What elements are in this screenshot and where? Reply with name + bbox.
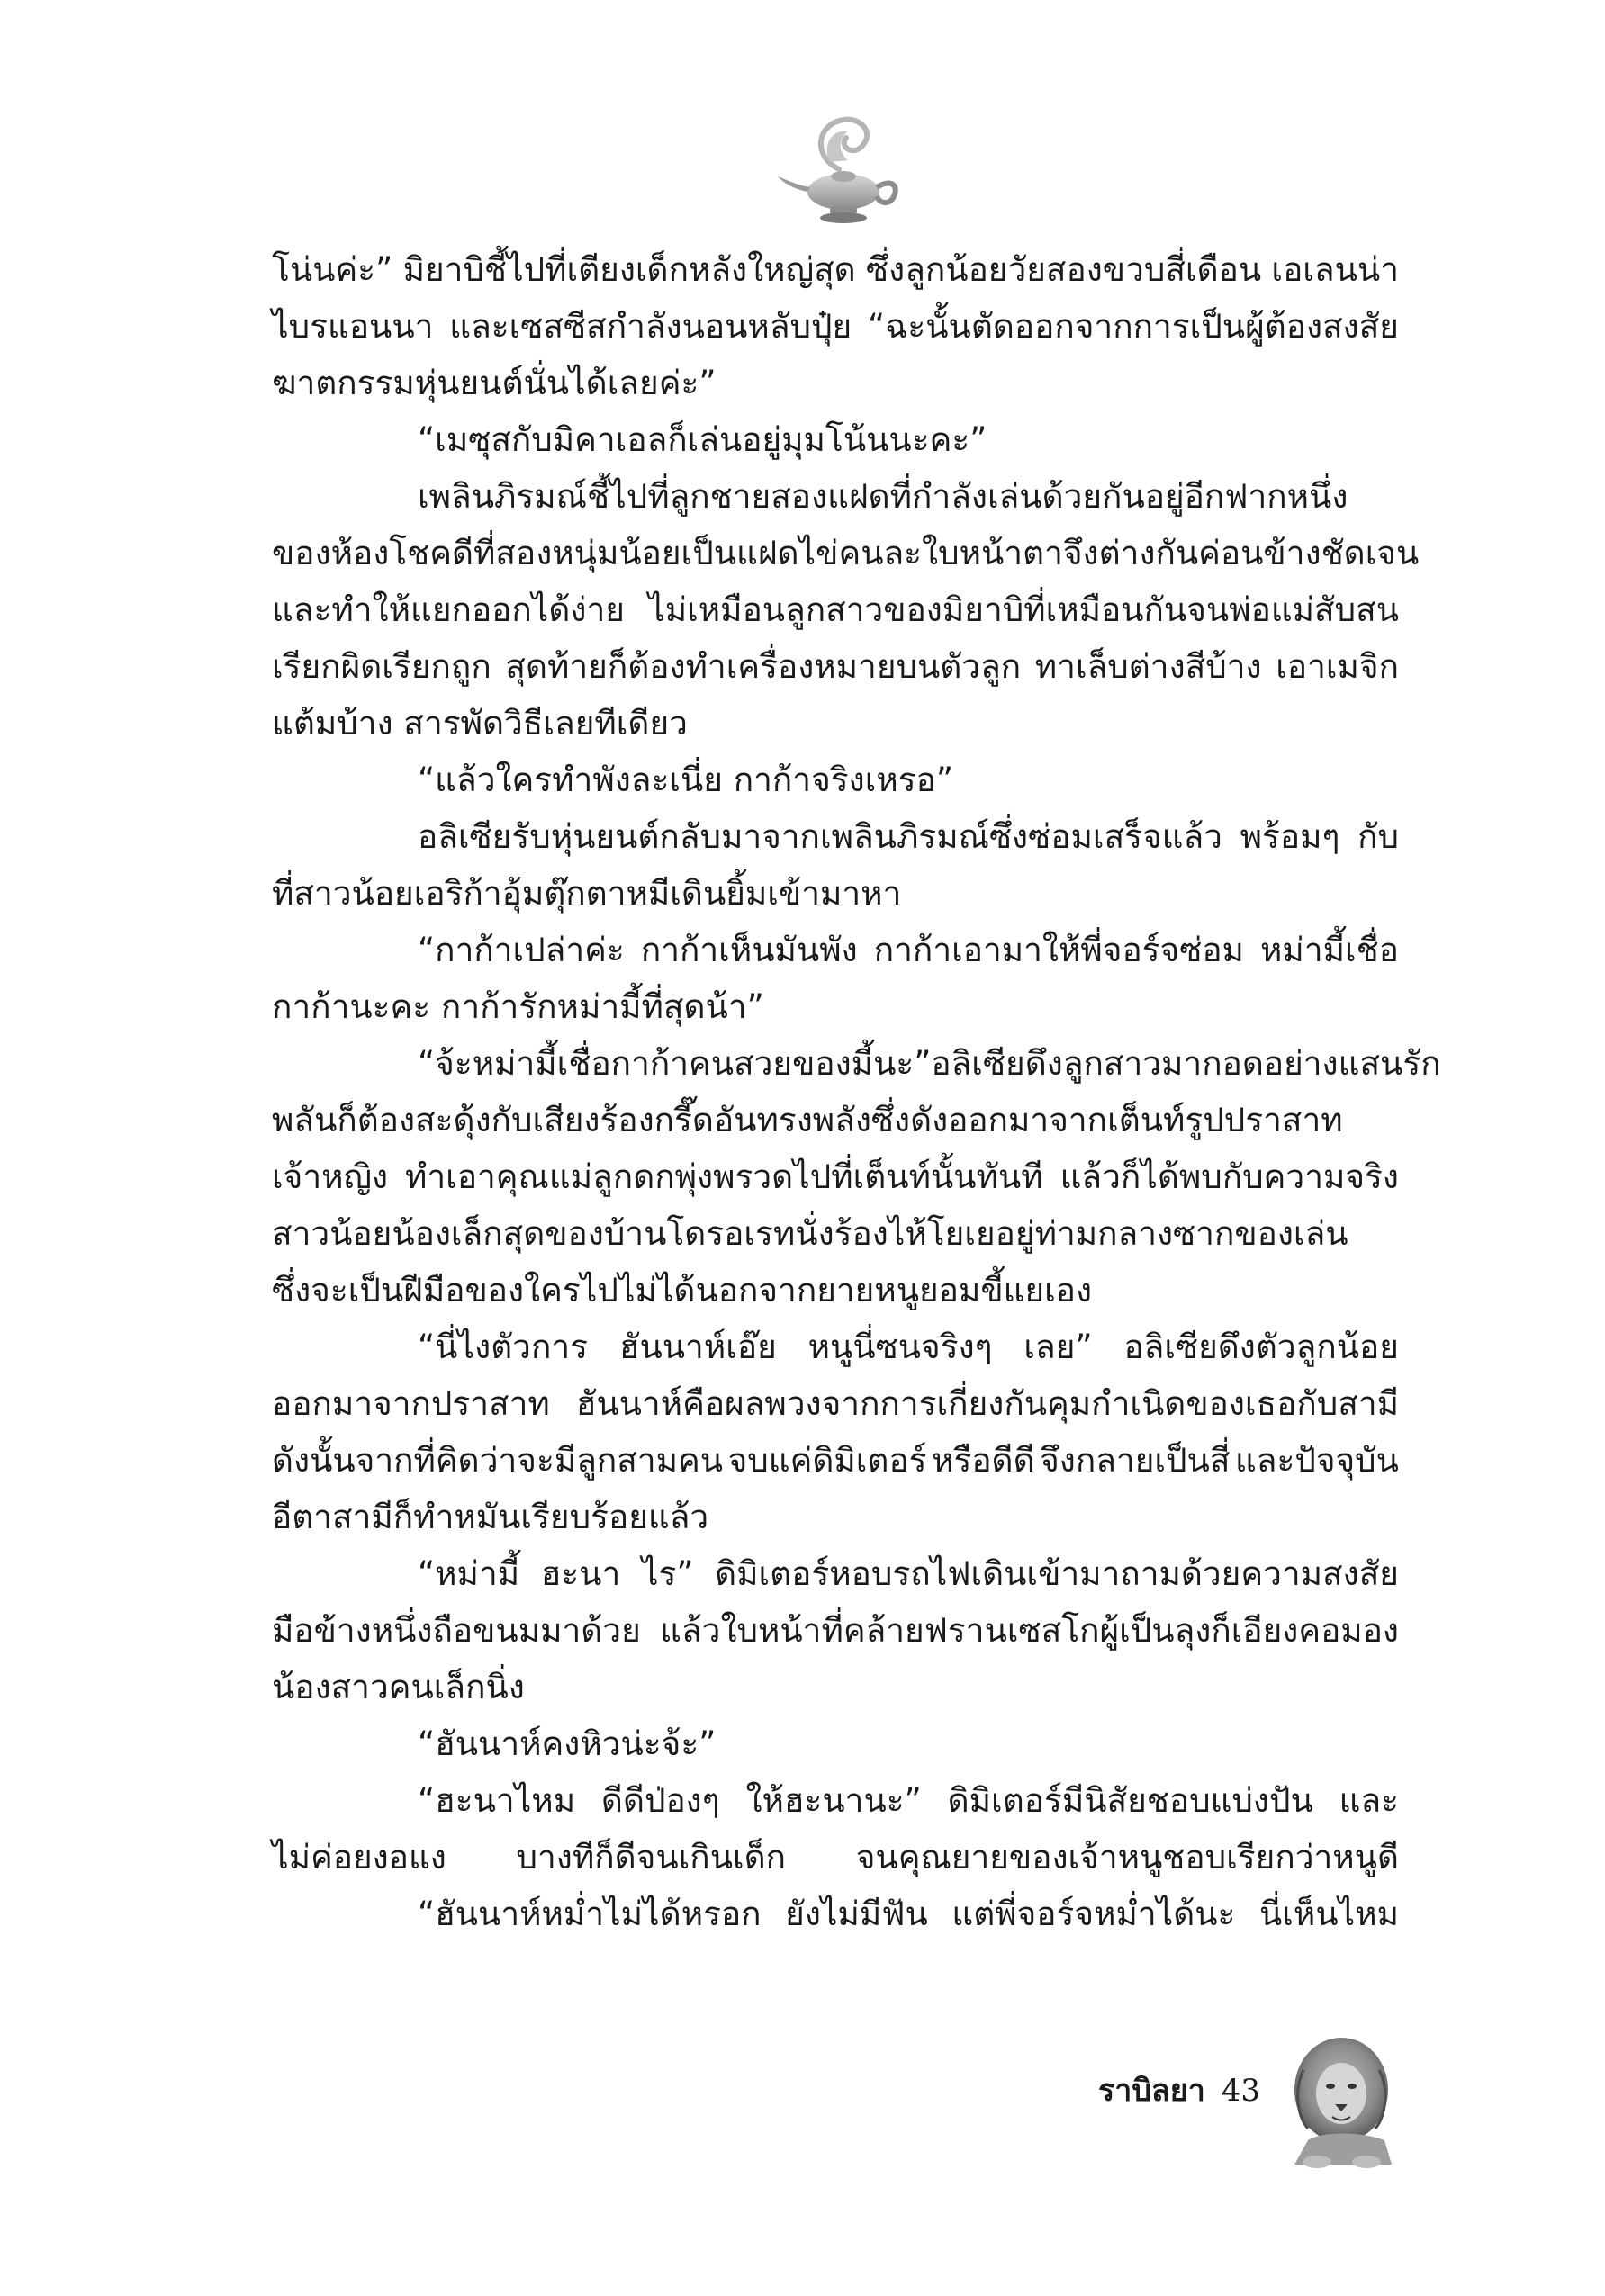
- text-line: “แล้วใครทำพังละเนี่ย กาก้าจริงเหรอ”: [418, 761, 953, 799]
- text-line: พลันก็ต้องสะดุ้งกับเสียงร้องกรี๊ดอันทรงพลังซึ่งดังออกมาจากเต็นท์รูปปราสาท: [272, 1101, 1343, 1139]
- text-line: อลิเซียรับหุ่นยนต์กลับมาจากเพลินภิรมณ์ซึ่งซ่อมเสร็จแล้ว พร้อมๆ กับ: [418, 817, 1399, 856]
- body-text: [272, 241, 1441, 1942]
- text-line: ไม่ค่อยงอแง บางทีก็ดีจนเกินเด็ก จนคุณยายของเจ้าหนูชอบเรียกว่าหนูดี: [272, 1838, 1399, 1877]
- text-line: “จ้ะ หม่ามี้เชื่อกาก้าคนสวยของมี้นะ” อลิเซียดึงลูกสาวมากอดอย่างแสนรัก: [418, 1044, 1441, 1083]
- page-number: 43: [1221, 2073, 1261, 2109]
- text-line: “ฮันนาห์หม่ำไม่ได้หรอก ยังไม่มีฟัน แต่พี่จอร์จหม่ำได้นะ นี่เห็นไหม: [418, 1895, 1399, 1933]
- text-line: ฆาตกรรมหุ่นยนต์นั่นได้เลยค่ะ”: [272, 364, 717, 402]
- text-line: ซึ่งจะเป็นฝีมือของใครไปไม่ได้นอกจากยายหนูยอมขี้แยเอง: [272, 1271, 1093, 1310]
- text-line: “นี่ไงตัวการ ฮันนาห์เอ๊ย หนูนี่ซนจริงๆ เลย” อลิเซียดึงตัวลูกน้อย: [418, 1328, 1399, 1366]
- page-footer: [1098, 2073, 1260, 2109]
- text-line: ของห้อง โชคดีที่สองหนุ่มน้อยเป็นแฝดไข่คนละใบ หน้าตาจึงต่างกันค่อนข้างชัดเจน: [272, 534, 1420, 572]
- text-line: โน่นค่ะ” มิยาบิชี้ไปที่เตียงเด็กหลังใหญ่สุด ซึ่งลูกน้อยวัยสองขวบสี่เดือน เอเลนน่า: [272, 250, 1399, 289]
- text-line: “ฮะนาไหม ดีดีป่องๆ ให้ฮะนานะ” ดิมิเตอร์มีนิสัยชอบแบ่งปัน และ: [418, 1781, 1399, 1820]
- lion-icon: [1285, 2034, 1402, 2169]
- text-line: ออกมาจากปราสาท ฮันนาห์คือผลพวงจากการเกี่ยงกันคุมกำเนิดของเธอกับสามี: [272, 1384, 1399, 1423]
- magic-lamp-icon: [776, 106, 911, 232]
- text-line: สาวน้อยน้องเล็กสุดของบ้านโดรอเรทนั่งร้องไห้โยเยอยู่ท่ามกลางซากของเล่น: [272, 1214, 1348, 1253]
- text-line: ที่สาวน้อยเอริก้าอุ้มตุ๊กตาหมีเดินยิ้มเข้ามาหา: [272, 874, 902, 913]
- text-line: กาก้านะคะ กาก้ารักหม่ามี้ที่สุดน้า”: [272, 987, 764, 1026]
- text-line: เรียกผิดเรียกถูก สุดท้ายก็ต้องทำเครื่องหมายบนตัวลูก ทาเล็บต่างสีบ้าง เอาเมจิก: [272, 647, 1399, 686]
- text-line: “หม่ามี้ ฮะนา ไร” ดิมิเตอร์หอบรถไฟเดินเข้ามาถามด้วยความสงสัย: [418, 1554, 1399, 1593]
- text-line: เจ้าหญิง ทำเอาคุณแม่ลูกดกพุ่งพรวดไปที่เต็นท์นั้นทันที แล้วก็ได้พบกับความจริง: [272, 1157, 1399, 1196]
- text-line: “กาก้าเปล่าค่ะ กาก้าเห็นมันพัง กาก้าเอามาให้พี่จอร์จซ่อม หม่ามี้เชื่อ: [418, 931, 1399, 969]
- text-line: น้องสาวคนเล็กนิ่ง: [272, 1668, 525, 1706]
- text-line: “เมซุสกับมิคาเอลก็เล่นอยู่มุมโน้นนะคะ”: [418, 420, 987, 459]
- text-line: ดังนั้นจากที่คิดว่าจะมีลูกสามคน จบแค่ดิมิเตอร์ หรือดีดี จึงกลายเป็นสี่ และปัจจุบัน: [272, 1441, 1399, 1480]
- text-line: มือข้างหนึ่งถือขนมมาด้วย แล้วใบหน้าที่คล้ายฟรานเซสโกผู้เป็นลุงก็เอียงคอมอง: [272, 1611, 1399, 1650]
- text-line: แต้มบ้าง สารพัดวิธีเลยทีเดียว: [272, 704, 688, 743]
- text-line: “ฮันนาห์คงหิวน่ะจ้ะ”: [418, 1724, 717, 1763]
- text-line: อีตาสามีก็ทำหมันเรียบร้อยแล้ว: [272, 1498, 709, 1536]
- text-line: ไบรแอนนา และเซสซีสกำลังนอนหลับปุ๋ย “ฉะนั้นตัดออกจากการเป็นผู้ต้องสงสัย: [272, 307, 1399, 346]
- text-line: เพลินภิรมณ์ชี้ไปที่ลูกชายสองแฝดที่กำลังเล่นด้วยกันอยู่อีกฟากหนึ่ง: [418, 477, 1348, 516]
- footer-title: ราบิลยา: [1098, 2073, 1205, 2109]
- text-line: และทำให้แยกออกได้ง่าย ไม่เหมือนลูกสาวของมิยาบิที่เหมือนกันจนพ่อแม่สับสน: [272, 590, 1399, 629]
